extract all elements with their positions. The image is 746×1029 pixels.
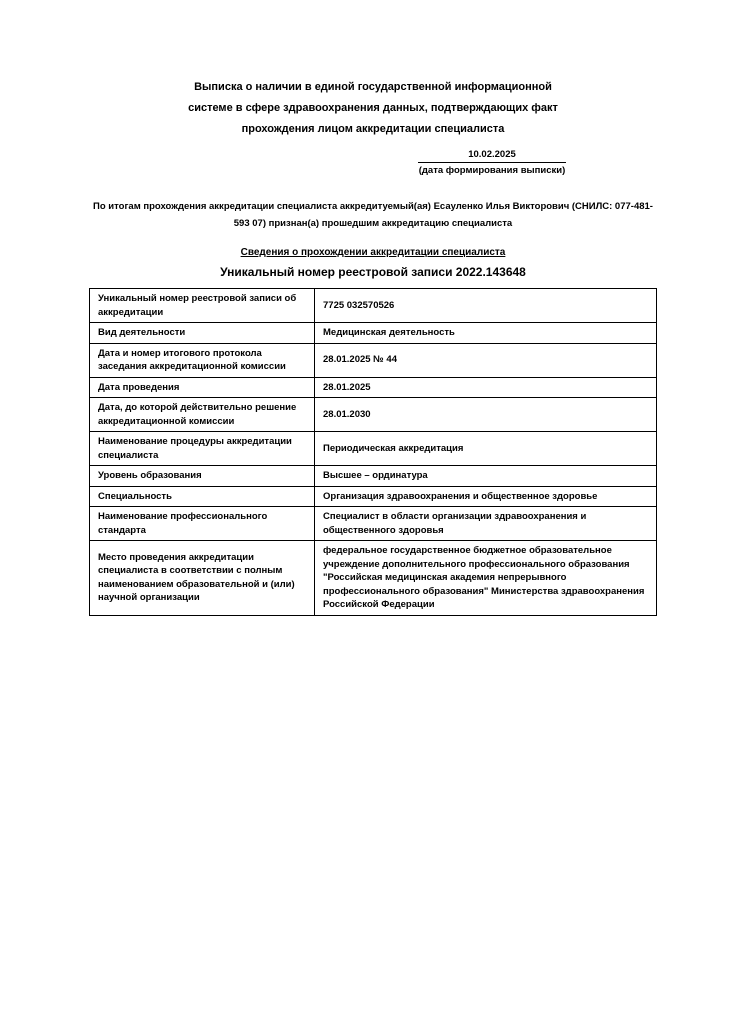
row-value-cell: 28.01.2030: [315, 398, 657, 432]
row-value-cell: 28.01.2025: [315, 377, 657, 398]
record-number-heading: Уникальный номер реестровой записи 2022.143648: [220, 265, 526, 279]
table-row: [90, 343, 657, 377]
intro-paragraph-line: 593 07) признан(а) прошедшим аккредитацию специалиста: [233, 218, 513, 229]
row-label-cell: Наименование процедуры аккредитации специалиста: [90, 432, 315, 466]
row-value-cell: Организация здравоохранения и общественное здоровье: [315, 486, 657, 507]
table-row: [90, 541, 657, 616]
table-row: [90, 377, 657, 398]
document-title-line: Выписка о наличии в единой государственной информационной: [194, 81, 552, 93]
row-label-cell: Место проведения аккредитации специалиста в соответствии с полным наименованием образовательной и (или) научной организации: [90, 541, 315, 616]
row-label-cell: Дата и номер итогового протокола заседания аккредитационной комиссии: [90, 343, 315, 377]
table-row: [90, 507, 657, 541]
document-title-line: системе в сфере здравоохранения данных, подтверждающих факт: [188, 102, 558, 114]
table-row: [90, 432, 657, 466]
document-title-line: прохождения лицом аккредитации специалиста: [241, 123, 505, 135]
row-value-cell: Периодическая аккредитация: [315, 432, 657, 466]
section-heading: Сведения о прохождении аккредитации специалиста: [240, 247, 506, 258]
row-value-cell: 7725 032570526: [315, 289, 657, 323]
intro-paragraph-line: По итогам прохождения аккредитации специалиста аккредитуемый(ая) Есауленко Илья Викторович (СНИЛС: 077-481-: [93, 201, 653, 212]
row-value-cell: Высшее – ординатура: [315, 466, 657, 487]
extract-date: 10.02.2025: [418, 148, 566, 163]
table-row: [90, 323, 657, 344]
row-label-cell: Дата проведения: [90, 377, 315, 398]
table-row: [90, 398, 657, 432]
accreditation-table: [89, 288, 657, 616]
row-value-cell: федеральное государственное бюджетное образовательное учреждение дополнительного профессионального образования "Российская медицинская академия непрерывного профессионального образования" Министерства здравоохранения Российской Федерации: [315, 541, 657, 616]
table-row: [90, 486, 657, 507]
row-label-cell: Наименование профессионального стандарта: [90, 507, 315, 541]
row-value-cell: Специалист в области организации здравоохранения и общественного здоровья: [315, 507, 657, 541]
extract-date-caption: (дата формирования выписки): [418, 165, 566, 176]
date-block: [418, 148, 566, 177]
row-label-cell: Специальность: [90, 486, 315, 507]
row-value-cell: 28.01.2025 № 44: [315, 343, 657, 377]
row-label-cell: Уникальный номер реестровой записи об аккредитации: [90, 289, 315, 323]
row-label-cell: Вид деятельности: [90, 323, 315, 344]
table-row: [90, 289, 657, 323]
row-label-cell: Дата, до которой действительно решение аккредитационной комиссии: [90, 398, 315, 432]
table-row: [90, 466, 657, 487]
row-label-cell: Уровень образования: [90, 466, 315, 487]
intro-paragraph: [0, 198, 746, 232]
row-value-cell: Медицинская деятельность: [315, 323, 657, 344]
document-title: [0, 77, 746, 140]
